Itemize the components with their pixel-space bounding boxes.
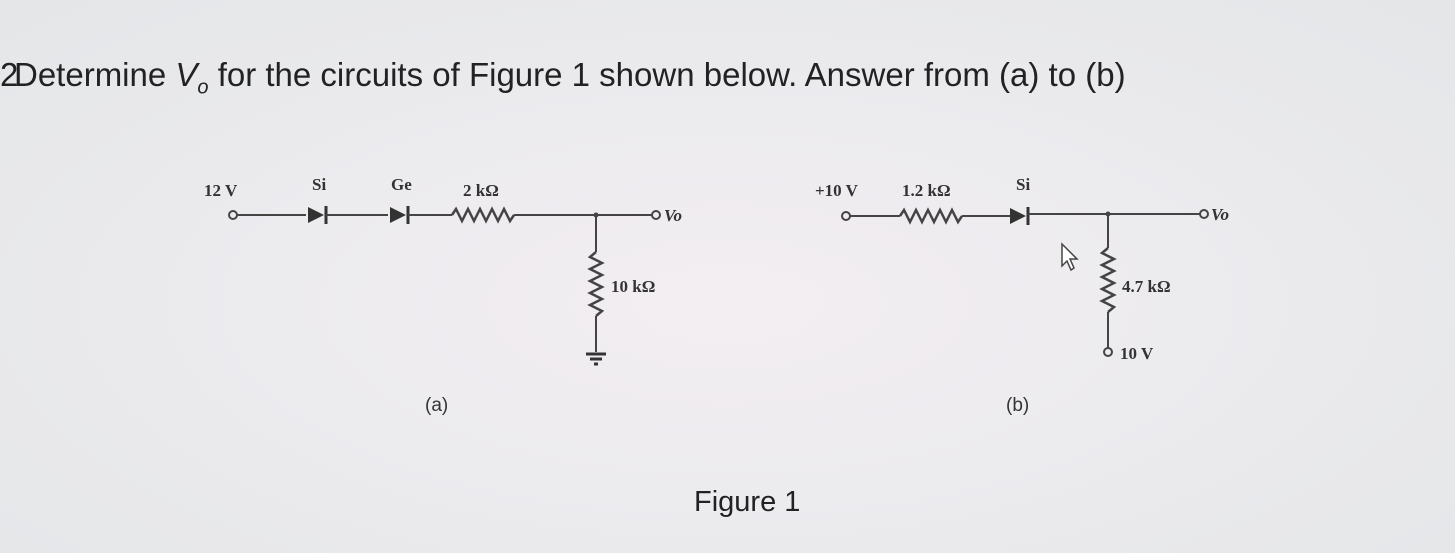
circuit-b-bottom-supply-label: 10 V (1120, 344, 1154, 363)
circuit-a-shunt-resistor-icon (590, 252, 602, 316)
circuit-a-diode1-label: Si (312, 175, 327, 194)
circuit-a-series-resistor-label: 2 kΩ (463, 181, 499, 200)
ground-icon (586, 354, 606, 364)
circuit-a (204, 175, 682, 416)
circuit-b-series-resistor-label: 1.2 kΩ (902, 181, 951, 200)
circuit-b-shunt-resistor-icon (1102, 248, 1114, 312)
circuit-a-input-terminal (229, 211, 237, 219)
circuit-a-si-diode-icon (308, 206, 326, 224)
circuit-a-shunt-resistor-label: 10 kΩ (611, 277, 656, 296)
circuit-a-output-terminal (652, 211, 660, 219)
circuit-b-output-label: Vo (1211, 205, 1229, 224)
circuit-b-caption: (b) (1006, 395, 1030, 416)
circuit-a-ge-diode-icon (390, 206, 408, 224)
circuit-b-series-resistor-icon (900, 210, 962, 222)
circuit-b-diode-label: Si (1016, 175, 1031, 194)
output-voltage-symbol: $V_o$ (175, 56, 209, 99)
question-number: 2 (0, 56, 19, 93)
circuit-b-shunt-resistor-label: 4.7 kΩ (1122, 277, 1171, 296)
circuit-a-caption: (a) (425, 395, 449, 416)
circuit-b-input-terminal (842, 212, 850, 220)
circuit-b-output-terminal (1200, 210, 1208, 218)
circuit-b-supply-terminal (1104, 348, 1112, 356)
circuit-a-output-label: Vo (664, 206, 682, 225)
question-text-before: Determine (14, 56, 176, 93)
circuit-b-si-diode-icon (1010, 207, 1028, 225)
circuit-a-series-resistor-icon (452, 209, 514, 221)
question-text-after: for the circuits of Figure 1 shown below. Answer from (a) to (b) (208, 56, 1126, 93)
circuit-b-source-label: +10 V (815, 181, 858, 200)
circuit-b (815, 175, 1229, 416)
circuit-a-diode2-label: Ge (391, 175, 412, 194)
mouse-cursor-icon (1062, 244, 1077, 270)
circuit-a-source-label: 12 V (204, 181, 238, 200)
figure-caption: Figure 1 (694, 486, 801, 518)
